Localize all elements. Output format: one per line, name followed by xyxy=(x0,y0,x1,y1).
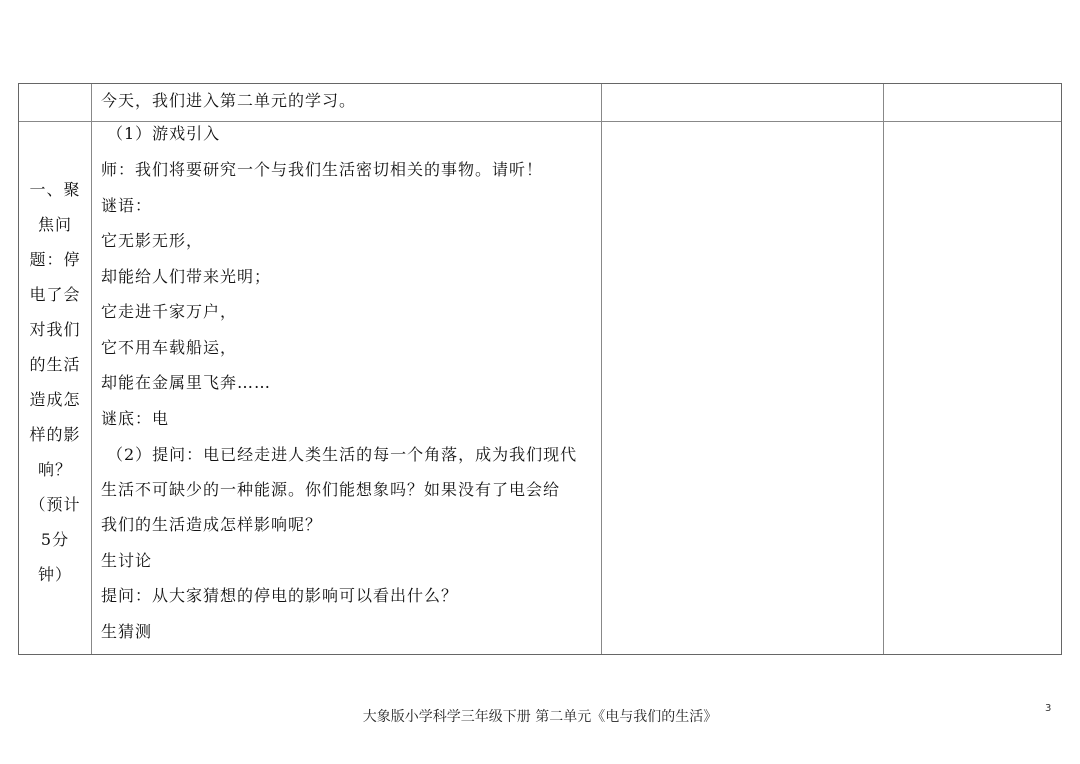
stage-line: 题：停 xyxy=(29,250,81,269)
stage-line: 钟） xyxy=(37,565,72,584)
content-line: 它无影无形， xyxy=(101,231,204,250)
stage-cell xyxy=(19,122,91,654)
content-line: （2）提问：电已经走进人类生活的每一个角落，成为我们现代 xyxy=(107,445,578,464)
stage-line: 的生活 xyxy=(29,355,81,374)
content-line: 师：我们将要研究一个与我们生活密切相关的事物。请听！ xyxy=(101,160,544,179)
column-divider xyxy=(91,84,92,654)
stage-line: 一、聚 xyxy=(29,180,81,199)
column-divider xyxy=(883,84,884,654)
content-line: 却能给人们带来光明； xyxy=(101,267,272,286)
content-line: 谜底：电 xyxy=(101,409,170,428)
stage-line: 5分 xyxy=(40,530,70,549)
page-footer: 大象版小学科学三年级下册 第二单元《电与我们的生活》 xyxy=(362,709,718,725)
content-line: 它走进千家万户， xyxy=(101,302,238,321)
stage-line: （预计 xyxy=(29,495,81,514)
stage-line: 焦问 xyxy=(37,215,72,234)
row-divider xyxy=(19,121,1061,122)
stage-line: 响？ xyxy=(37,460,72,479)
content-line: 谜语： xyxy=(101,196,153,215)
stage-line: 电了会 xyxy=(29,285,81,304)
column-divider xyxy=(601,84,602,654)
content-line: 它不用车载船运， xyxy=(101,338,238,357)
row1-content: 今天，我们进入第二单元的学习。 xyxy=(101,91,357,110)
stage-line: 样的影 xyxy=(29,425,81,444)
content-line: 生讨论 xyxy=(101,551,153,570)
stage-line: 对我们 xyxy=(29,320,81,339)
content-line: （1）游戏引入 xyxy=(107,124,221,143)
stage-line: 造成怎 xyxy=(29,390,81,409)
content-line: 生活不可缺少的一种能源。你们能想象吗？如果没有了电会给 xyxy=(101,480,561,499)
content-line: 生猜测 xyxy=(101,622,153,641)
lesson-plan-table xyxy=(18,83,1062,655)
page-number: 3 xyxy=(1045,703,1052,714)
content-line: 却能在金属里飞奔…… xyxy=(101,373,272,392)
content-line: 提问：从大家猜想的停电的影响可以看出什么？ xyxy=(101,586,459,605)
content-line: 我们的生活造成怎样影响呢？ xyxy=(101,515,323,534)
